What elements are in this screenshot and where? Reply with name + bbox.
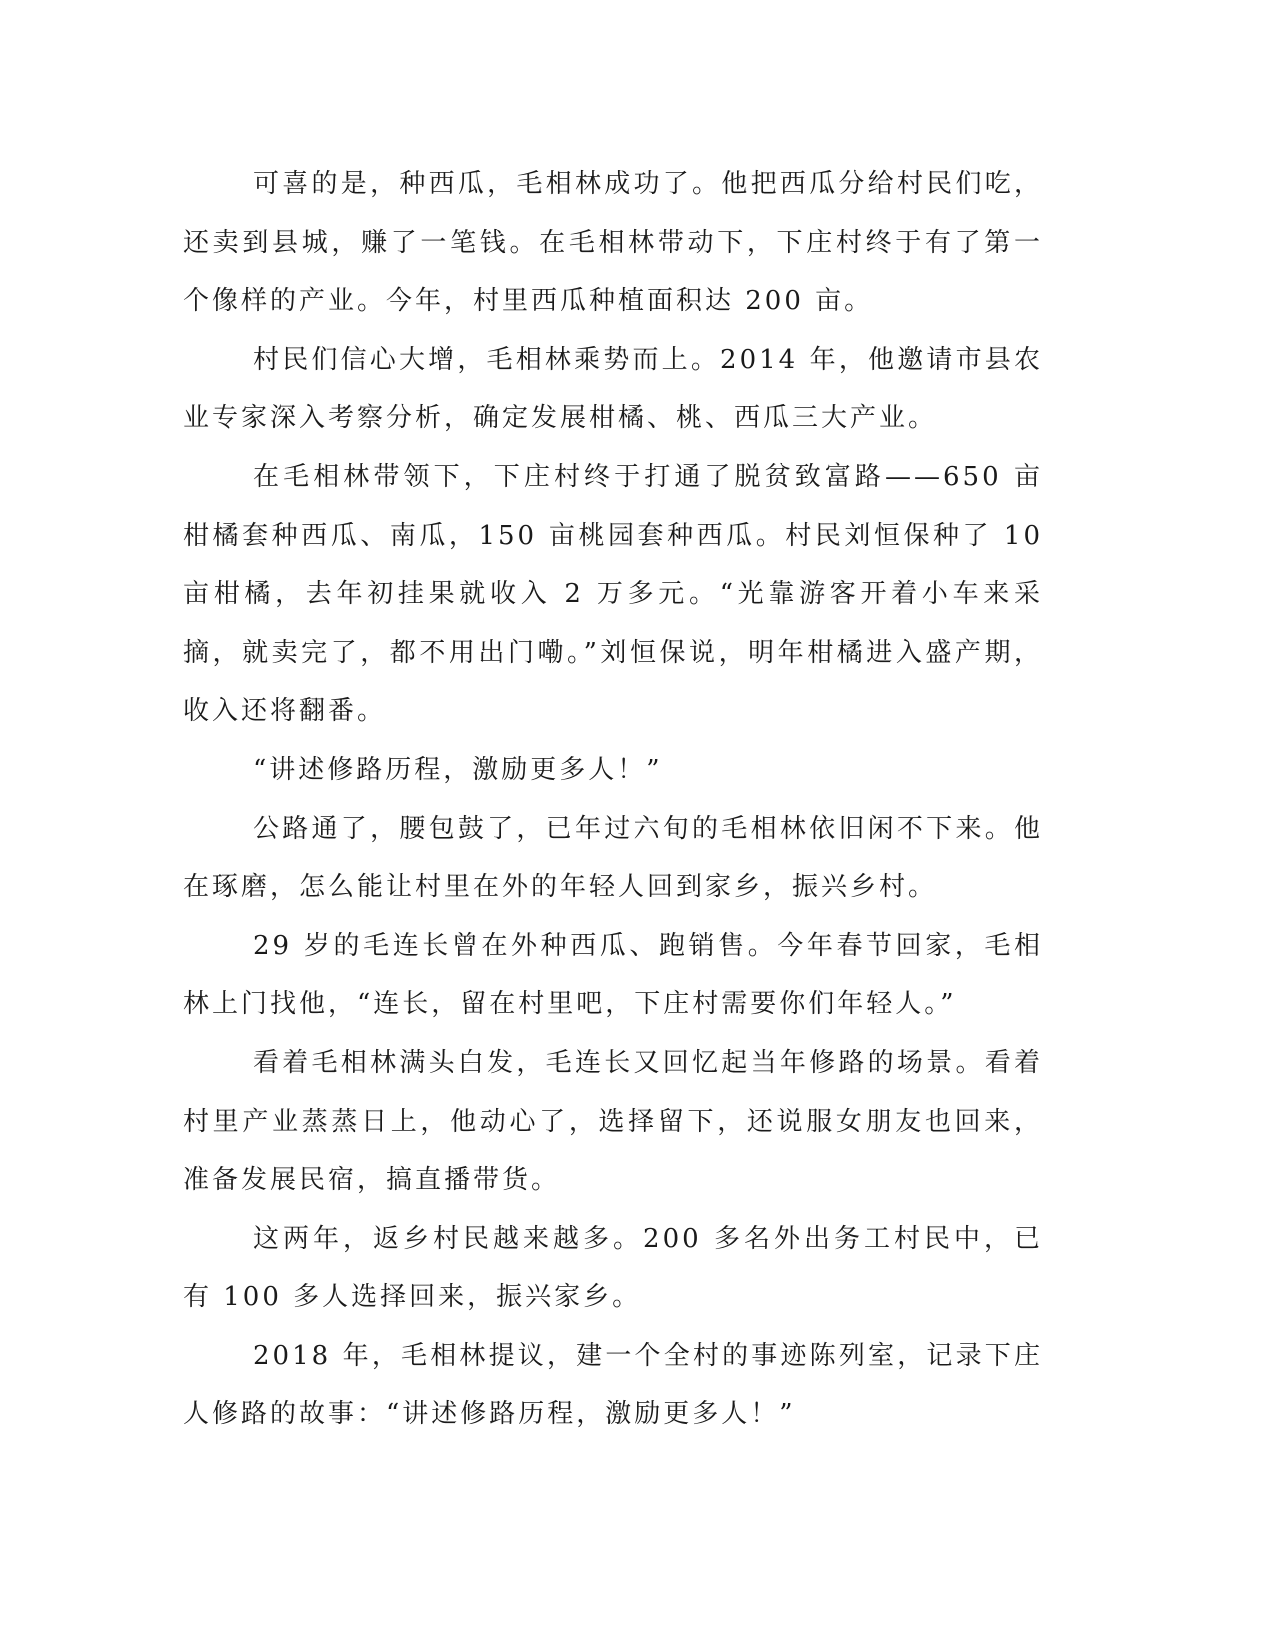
paragraph-4: 公路通了，腰包鼓了，已年过六旬的毛相林依旧闲不下来。他在琢磨，怎么能让村里在外的年轻人回到家乡，振兴乡村。 <box>183 813 1043 903</box>
article-body <box>183 155 1043 1444</box>
paragraph-8: 2018 年，毛相林提议，建一个全村的事迹陈列室，记录下庄人修路的故事：“讲述修路历程，激励更多人！” <box>183 1340 1043 1430</box>
paragraph-6: 看着毛相林满头白发，毛连长又回忆起当年修路的场景。看着村里产业蒸蒸日上，他动心了，选择留下，还说服女朋友也回来，准备发展民宿，搞直播带货。 <box>183 1047 1043 1196</box>
section-quote-heading: “讲述修路历程，激励更多人！” <box>253 754 663 785</box>
paragraph-7: 这两年，返乡村民越来越多。200 多名外出务工村民中，已有 100 多人选择回来，振兴家乡。 <box>183 1223 1043 1313</box>
paragraph-1: 可喜的是，种西瓜，毛相林成功了。他把西瓜分给村民们吃，还卖到县城，赚了一笔钱。在毛相林带动下，下庄村终于有了第一个像样的产业。今年，村里西瓜种植面积达 200 亩。 <box>183 169 1043 317</box>
paragraph-2: 村民们信心大增，毛相林乘势而上。2014 年，他邀请市县农业专家深入考察分析，确定发展柑橘、桃、西瓜三大产业。 <box>183 344 1043 434</box>
paragraph-3: 在毛相林带领下，下庄村终于打通了脱贫致富路——650 亩柑橘套种西瓜、南瓜，150 亩桃园套种西瓜。村民刘恒保种了 10 亩柑橘，去年初挂果就收入 2 万多元。“光靠游客开着小车来采摘，就卖完了，都不用出门嘞。”刘恒保说，明年柑橘进入盛产期，收入还将翻番。 <box>183 461 1043 727</box>
paragraph-5: 29 岁的毛连长曾在外种西瓜、跑销售。今年春节回家，毛相林上门找他，“连长，留在村里吧，下庄村需要你们年轻人。” <box>183 930 1043 1020</box>
